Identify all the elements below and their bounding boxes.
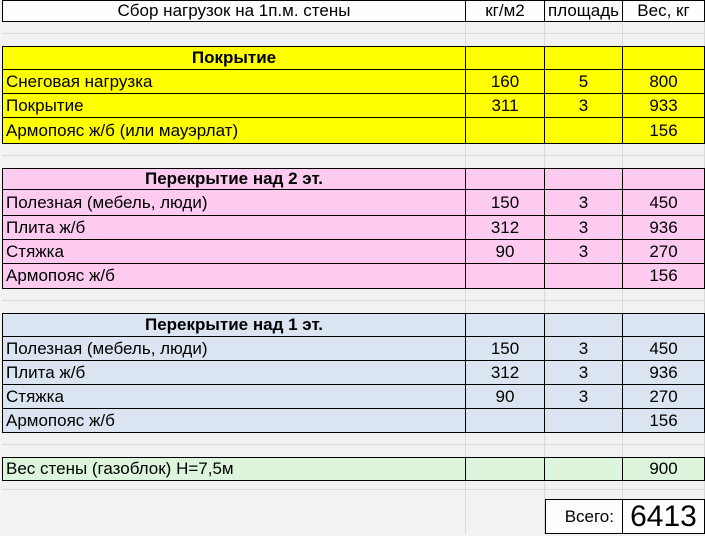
spacer-row [2, 433, 705, 445]
cell-weight[interactable] [623, 168, 705, 190]
spacer-row [2, 490, 705, 499]
spacer-row [2, 445, 705, 457]
spacer-cell [545, 445, 623, 457]
cell-label[interactable]: Армопояс ж/б [2, 409, 466, 433]
cell-weight[interactable]: 936 [623, 216, 705, 240]
col-header-weight[interactable]: Вес, кг [623, 0, 705, 22]
spacer-cell [623, 34, 705, 46]
spacer-cell [466, 490, 545, 499]
table-row [2, 118, 705, 144]
spacer-cell [2, 490, 466, 499]
cell-label[interactable]: Армопояс ж/б [2, 264, 466, 289]
spacer-cell [466, 156, 545, 168]
cell-kgm2[interactable] [466, 409, 545, 433]
cell-weight[interactable]: 270 [623, 385, 705, 409]
spacer-cell [623, 289, 705, 301]
cell-label[interactable]: Снеговая нагрузка [2, 70, 466, 94]
cell-kgm2[interactable] [466, 118, 545, 144]
spacer-row [2, 156, 705, 168]
spacer-row [2, 22, 705, 34]
cell-kgm2[interactable] [466, 46, 545, 70]
spacer-cell [2, 289, 466, 301]
spacer-row [2, 34, 705, 46]
col-header-kgm2[interactable]: кг/м2 [466, 0, 545, 22]
table-title-cell[interactable]: Сбор нагрузок на 1п.м. стены [2, 0, 466, 22]
spacer-cell [545, 144, 623, 156]
cell-kgm2[interactable]: 150 [466, 190, 545, 216]
cell-label[interactable]: Вес стены (газоблок) Н=7,5м [2, 457, 466, 481]
cell-weight[interactable]: 936 [623, 361, 705, 385]
cell-kgm2[interactable]: 90 [466, 385, 545, 409]
cell-weight[interactable]: 156 [623, 118, 705, 144]
spacer-cell [466, 499, 545, 534]
spacer-cell [623, 433, 705, 445]
cell-weight[interactable] [623, 313, 705, 337]
cell-weight[interactable]: 270 [623, 240, 705, 264]
cell-kgm2[interactable] [466, 264, 545, 289]
cell-label[interactable]: Стяжка [2, 240, 466, 264]
spacer-cell [466, 301, 545, 313]
section-title[interactable]: Перекрытие над 1 эт. [2, 313, 466, 337]
col-header-area[interactable]: площадь [545, 0, 623, 22]
spacer-row [2, 144, 705, 156]
section-header-roof [2, 46, 705, 70]
wall-weight-row [2, 457, 705, 481]
cell-kgm2[interactable]: 150 [466, 337, 545, 361]
cell-label[interactable]: Плита ж/б [2, 216, 466, 240]
spacer-cell [623, 445, 705, 457]
spacer-cell [545, 481, 623, 490]
cell-area[interactable] [545, 457, 623, 481]
spacer-cell [2, 499, 466, 534]
spacer-cell [545, 490, 623, 499]
spacer-cell [2, 481, 466, 490]
cell-area[interactable]: 3 [545, 385, 623, 409]
section-title[interactable]: Покрытие [2, 46, 466, 70]
spacer-cell [2, 433, 466, 445]
cell-kgm2[interactable] [466, 313, 545, 337]
spacer-cell [466, 433, 545, 445]
spacer-cell [545, 301, 623, 313]
cell-weight[interactable]: 450 [623, 337, 705, 361]
cell-label[interactable]: Полезная (мебель, люди) [2, 337, 466, 361]
spacer-cell [623, 301, 705, 313]
cell-weight[interactable]: 900 [623, 457, 705, 481]
cell-label[interactable]: Покрытие [2, 94, 466, 118]
cell-area[interactable]: 3 [545, 361, 623, 385]
load-table [2, 0, 705, 536]
cell-area[interactable]: 3 [545, 240, 623, 264]
section-title[interactable]: Перекрытие над 2 эт. [2, 168, 466, 190]
cell-weight[interactable] [623, 46, 705, 70]
cell-weight[interactable]: 800 [623, 70, 705, 94]
cell-area[interactable] [545, 46, 623, 70]
cell-kgm2[interactable]: 311 [466, 94, 545, 118]
spacer-cell [2, 156, 466, 168]
table-row [2, 264, 705, 289]
spacer-cell [2, 445, 466, 457]
table-row [2, 94, 705, 118]
total-value-cell[interactable]: 6413 [623, 499, 705, 534]
cell-area[interactable]: 3 [545, 94, 623, 118]
cell-weight[interactable]: 156 [623, 409, 705, 433]
spacer-cell [545, 433, 623, 445]
cell-kgm2[interactable] [466, 168, 545, 190]
spacer-cell [466, 22, 545, 34]
spacer-cell [466, 445, 545, 457]
cell-weight[interactable]: 933 [623, 94, 705, 118]
cell-kgm2[interactable]: 90 [466, 240, 545, 264]
spacer-row [2, 481, 705, 490]
total-label-cell[interactable]: Всего: [545, 499, 623, 534]
table-row [2, 240, 705, 264]
cell-label[interactable]: Плита ж/б [2, 361, 466, 385]
cell-kgm2[interactable]: 312 [466, 216, 545, 240]
spacer-cell [545, 289, 623, 301]
spacer-cell [545, 34, 623, 46]
cell-weight[interactable]: 156 [623, 264, 705, 289]
title-row [2, 0, 705, 22]
spacer-cell [623, 22, 705, 34]
spacer-cell [623, 156, 705, 168]
table-row [2, 337, 705, 361]
cell-kgm2[interactable]: 160 [466, 70, 545, 94]
table-row [2, 409, 705, 433]
section-header-floor2 [2, 168, 705, 190]
spacer-cell [2, 34, 466, 46]
cell-area[interactable]: 3 [545, 216, 623, 240]
spacer-row [2, 289, 705, 301]
table-row [2, 70, 705, 94]
cell-area[interactable] [545, 409, 623, 433]
cell-area[interactable]: 3 [545, 190, 623, 216]
cell-kgm2[interactable] [466, 457, 545, 481]
cell-label[interactable]: Армопояс ж/б (или мауэрлат) [2, 118, 466, 144]
cell-area[interactable] [545, 313, 623, 337]
cell-area[interactable] [545, 168, 623, 190]
spacer-cell [466, 34, 545, 46]
spacer-cell [2, 144, 466, 156]
total-row [2, 499, 705, 534]
cell-weight[interactable]: 450 [623, 190, 705, 216]
cell-area[interactable]: 5 [545, 70, 623, 94]
spacer-cell [466, 144, 545, 156]
spacer-cell [466, 481, 545, 490]
spacer-cell [545, 22, 623, 34]
spacer-cell [623, 481, 705, 490]
cell-label[interactable]: Полезная (мебель, люди) [2, 190, 466, 216]
section-header-floor1 [2, 313, 705, 337]
cell-area[interactable] [545, 118, 623, 144]
spacer-cell [2, 301, 466, 313]
table-row [2, 385, 705, 409]
spacer-cell [2, 22, 466, 34]
spacer-cell [466, 289, 545, 301]
spacer-cell [623, 144, 705, 156]
spacer-cell [545, 156, 623, 168]
table-row [2, 190, 705, 216]
table-row [2, 216, 705, 240]
cell-area[interactable]: 3 [545, 337, 623, 361]
cell-area[interactable] [545, 264, 623, 289]
spacer-cell [623, 490, 705, 499]
spacer-row [2, 301, 705, 313]
cell-label[interactable]: Стяжка [2, 385, 466, 409]
cell-kgm2[interactable]: 312 [466, 361, 545, 385]
table-row [2, 361, 705, 385]
